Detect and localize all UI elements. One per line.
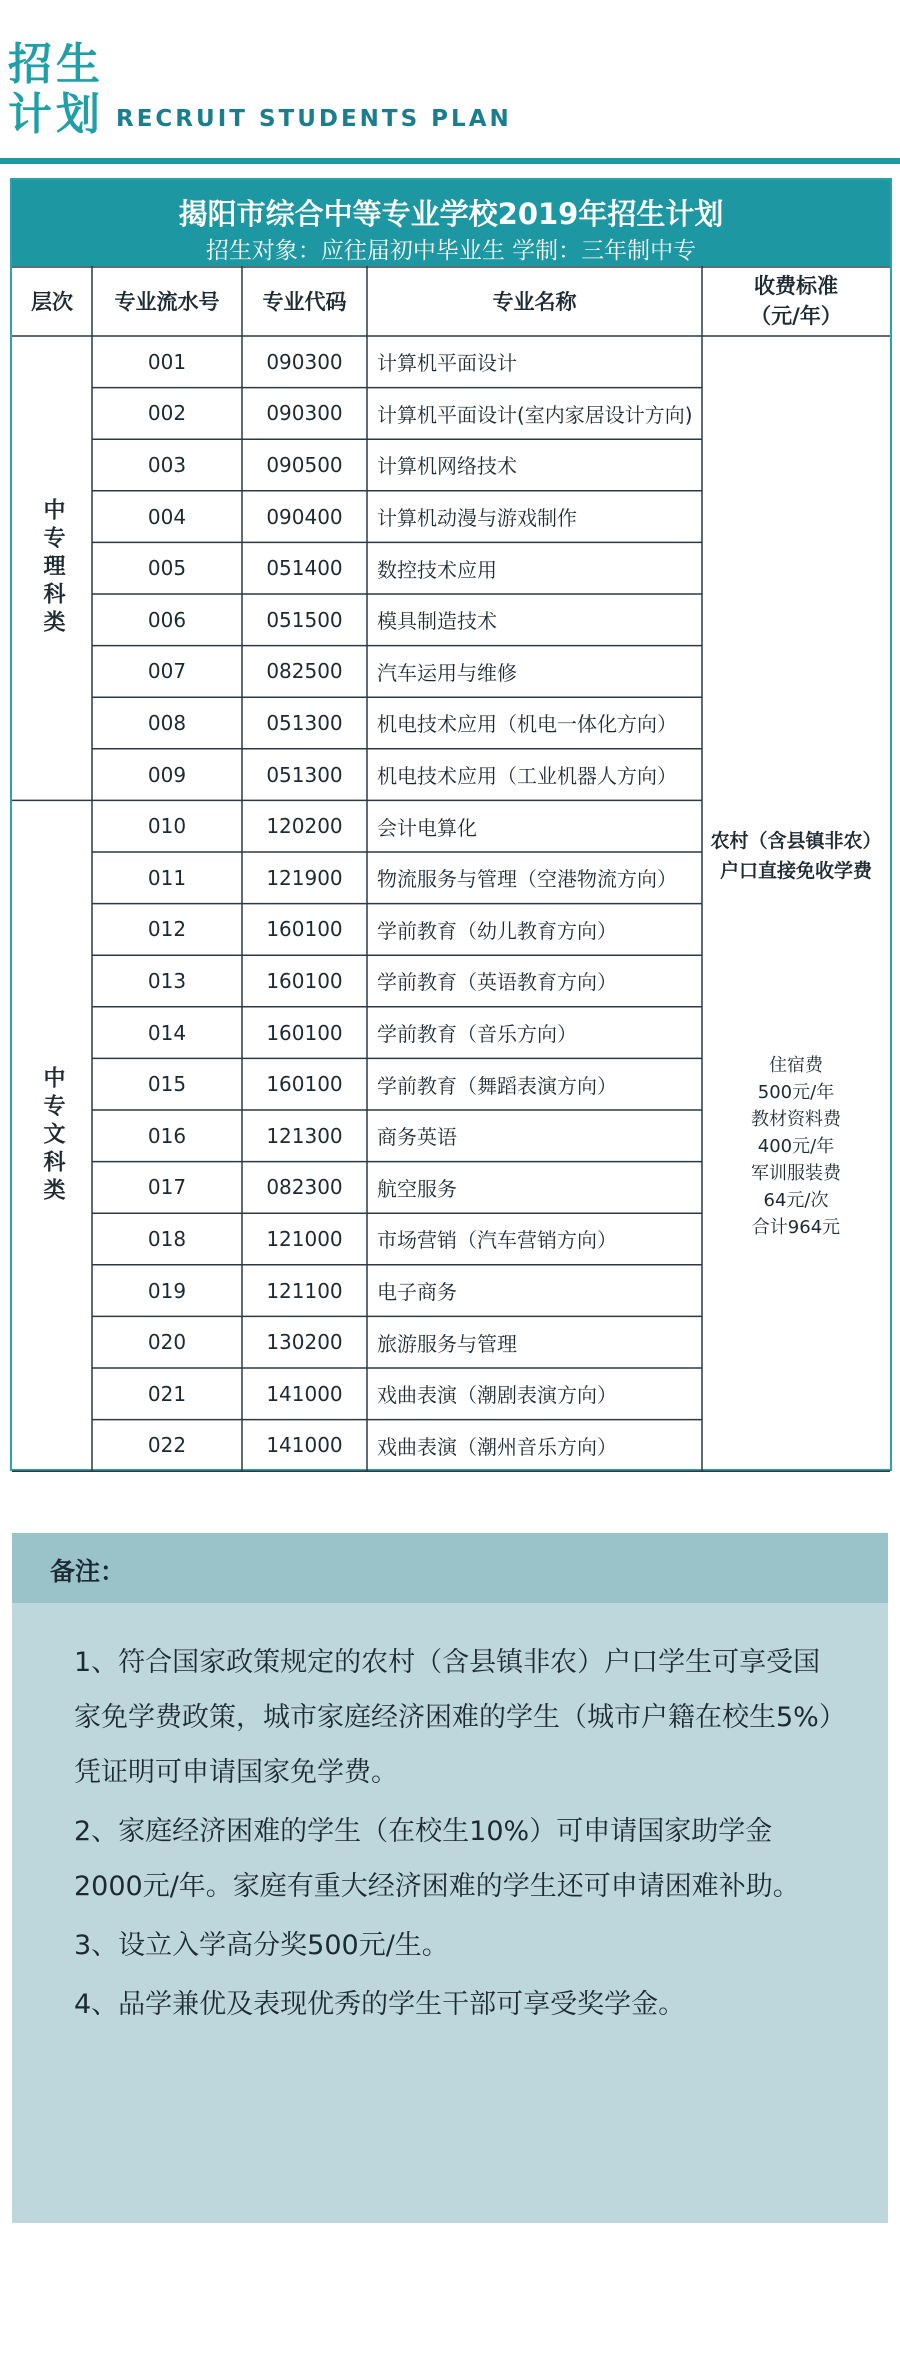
cell-major-name: 学前教育（舞蹈表演方向） — [377, 1073, 617, 1098]
fee-details — [702, 1052, 890, 1241]
cell-code: 090300 — [266, 401, 343, 426]
cell-major-name: 戏曲表演（潮州音乐方向） — [377, 1434, 617, 1459]
cell-code: 160100 — [266, 1020, 343, 1045]
cell-code: 130200 — [266, 1330, 343, 1355]
cell-major-name: 会计电算化 — [377, 815, 477, 840]
cell-major-name: 计算机平面设计(室内家居设计方向) — [377, 402, 693, 427]
cell-major-name: 旅游服务与管理 — [377, 1331, 517, 1356]
cell-serial: 006 — [147, 607, 187, 632]
note-item: 4、品学兼优及表现优秀的学生干部可享受奖学金。 — [74, 1989, 686, 2020]
cell-code: 051400 — [266, 556, 343, 581]
cell-code: 090400 — [266, 504, 343, 529]
cell-code: 160100 — [266, 968, 343, 993]
cell-serial: 011 — [147, 865, 187, 890]
cell-major-name: 学前教育（音乐方向） — [377, 1022, 577, 1047]
cell-serial: 013 — [147, 968, 187, 993]
cell-major-name: 学前教育（英语教育方向） — [377, 970, 617, 995]
table-subtitle: 招生对象：应往届初中毕业生 学制：三年制中专 — [205, 238, 697, 264]
cell-code: 120200 — [266, 814, 343, 839]
category-label: 中专理科类 — [40, 498, 65, 639]
fee-policy-line2: 户口直接免收学费 — [719, 860, 872, 882]
fee-detail-line: 军训服装费 — [751, 1163, 841, 1184]
note-item: 1、符合国家政策规定的农村（含县镇非农）户口学生可享受国家免学费政策，城市家庭经济困难的学生（城市户籍在校生5%）凭证明可申请国家免学费。 — [74, 1647, 833, 1788]
cell-code: 121900 — [266, 865, 343, 890]
cell-code: 082300 — [266, 1175, 343, 1200]
cell-major-name: 汽车运用与维修 — [377, 660, 517, 685]
cell-serial: 008 — [147, 710, 187, 735]
cell-major-name: 模具制造技术 — [377, 609, 497, 634]
table-title-bar — [12, 180, 890, 266]
cell-major-name: 机电技术应用（工业机器人方向） — [377, 764, 677, 789]
col-header-name: 专业名称 — [492, 290, 577, 314]
cell-serial: 016 — [147, 1123, 187, 1148]
fee-detail-line: 64元/次 — [763, 1190, 829, 1211]
cell-major-name: 学前教育（幼儿教育方向） — [377, 918, 617, 943]
cell-serial: 019 — [147, 1278, 187, 1303]
cell-serial: 012 — [147, 917, 187, 942]
notes-panel — [12, 1533, 888, 2223]
cell-code: 051500 — [266, 607, 343, 632]
cell-major-name: 数控技术应用 — [377, 557, 497, 582]
cell-serial: 021 — [147, 1381, 187, 1406]
cell-code: 160100 — [266, 1072, 343, 1097]
category-label: 中专文科类 — [40, 1065, 65, 1206]
cell-serial: 001 — [147, 349, 187, 374]
cell-code: 121000 — [266, 1226, 343, 1251]
cell-code: 160100 — [266, 917, 343, 942]
col-header-fee-line2: （元/年） — [750, 304, 842, 328]
cell-major-name: 市场营销（汽车营销方向） — [377, 1228, 617, 1253]
notes-header — [12, 1533, 888, 1603]
cell-major-name: 计算机平面设计 — [377, 351, 517, 376]
fee-detail-line: 教材资料费 — [751, 1109, 841, 1130]
page-title-line1: 招生 — [8, 39, 104, 90]
cell-major-name: 计算机网络技术 — [377, 454, 517, 479]
cell-serial: 003 — [147, 452, 187, 477]
cell-code: 121300 — [266, 1123, 343, 1148]
cell-code: 121100 — [266, 1278, 343, 1303]
page-header — [0, 0, 900, 165]
cell-code: 051300 — [266, 710, 343, 735]
cell-serial: 007 — [147, 659, 187, 684]
col-header-serial: 专业流水号 — [114, 290, 220, 314]
cell-major-name: 商务英语 — [377, 1125, 457, 1150]
category-liberal-arts — [12, 800, 92, 1471]
fee-detail-line: 500元/年 — [757, 1082, 835, 1103]
enrollment-plan-table — [10, 178, 892, 1471]
page-subtitle-en: RECRUIT STUDENTS PLAN — [116, 106, 512, 132]
fee-policy — [702, 826, 890, 886]
page-title — [8, 40, 104, 140]
cell-serial: 002 — [147, 401, 187, 426]
note-item: 3、设立入学高分奖500元/生。 — [74, 1930, 449, 1961]
cell-serial: 015 — [147, 1072, 187, 1097]
cell-code: 141000 — [266, 1433, 343, 1458]
cell-serial: 020 — [147, 1330, 187, 1355]
fee-detail-line: 合计964元 — [751, 1217, 841, 1238]
col-header-fee — [702, 266, 890, 336]
notes-body — [74, 1635, 834, 2036]
cell-serial: 018 — [147, 1226, 187, 1251]
fee-detail-line: 住宿费 — [769, 1055, 823, 1076]
col-header-fee-line1: 收费标准 — [754, 274, 838, 298]
cell-serial: 009 — [147, 762, 187, 787]
notes-heading: 备注： — [50, 1557, 126, 1586]
cell-major-name: 计算机动漫与游戏制作 — [377, 506, 577, 531]
page-title-line2: 计划 — [8, 89, 104, 140]
fee-detail-line: 400元/年 — [757, 1136, 835, 1157]
cell-code: 082500 — [266, 659, 343, 684]
cell-major-name: 机电技术应用（机电一体化方向） — [377, 712, 677, 737]
cell-major-name: 戏曲表演（潮剧表演方向） — [377, 1383, 617, 1408]
cell-major-name: 电子商务 — [377, 1280, 457, 1305]
col-header-code: 专业代码 — [262, 290, 347, 314]
cell-code: 090500 — [266, 452, 343, 477]
note-item: 2、家庭经济困难的学生（在校生10%）可申请国家助学金2000元/年。家庭有重大经济困难的学生还可申请困难补助。 — [74, 1816, 800, 1902]
fee-policy-line1: 农村（含县镇非农） — [710, 830, 882, 852]
category-science — [12, 336, 92, 800]
cell-code: 141000 — [266, 1381, 343, 1406]
cell-serial: 010 — [147, 814, 187, 839]
cell-serial: 022 — [147, 1433, 187, 1458]
cell-serial: 005 — [147, 556, 187, 581]
cell-code: 090300 — [266, 349, 343, 374]
cell-serial: 014 — [147, 1020, 187, 1045]
cell-serial: 004 — [147, 504, 187, 529]
header-divider — [0, 158, 900, 164]
cell-serial: 017 — [147, 1175, 187, 1200]
table-title: 揭阳市综合中等专业学校2019年招生计划 — [178, 197, 724, 231]
cell-major-name: 航空服务 — [377, 1176, 457, 1201]
cell-code: 051300 — [266, 762, 343, 787]
cell-major-name: 物流服务与管理（空港物流方向） — [377, 867, 677, 892]
col-header-level: 层次 — [31, 290, 73, 314]
